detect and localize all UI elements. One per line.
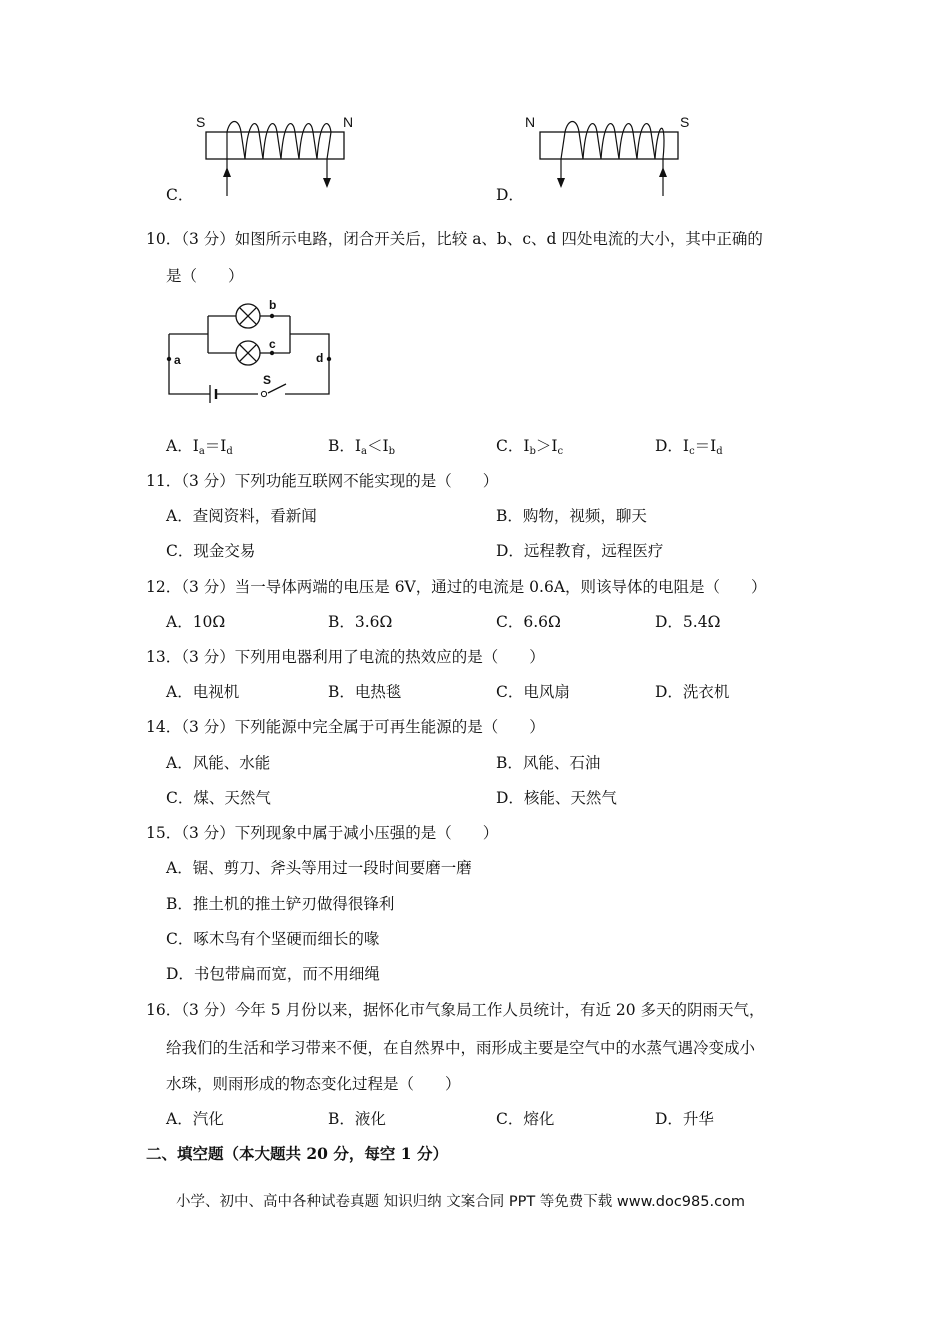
coil-diagram-c: [190, 112, 360, 202]
q11-option-c[interactable]: C．现金交易: [166, 542, 256, 560]
q10-stem-line1: 10．（3 分）如图所示电路，闭合开关后，比较 a、b、c、d 四处电流的大小，其中正确的: [146, 230, 763, 248]
circuit-svg: [160, 296, 340, 408]
q10-b-prefix: B．I: [328, 437, 362, 455]
section-2-heading: 二、填空题（本大题共 20 分，每空 1 分）: [146, 1144, 448, 1163]
q16-stem-line3: 水珠，则雨形成的物态变化过程是（ ）: [166, 1075, 461, 1093]
coil-c-right-pole: N: [343, 114, 354, 130]
q10-stem-line2: 是（ ）: [166, 267, 244, 285]
q10-d-op: ＝I: [694, 437, 717, 455]
q16-stem-line1: 16．（3 分）今年 5 月份以来，据怀化市气象局工作人员统计，有近 20 多天的阴雨天气，: [146, 1001, 765, 1019]
q16-option-b[interactable]: B．液化: [328, 1110, 386, 1128]
q11-option-a[interactable]: A．查阅资料，看新闻: [166, 507, 317, 525]
q12-option-d[interactable]: D．5.4Ω: [655, 613, 721, 631]
circuit-label-d: d: [316, 351, 324, 365]
circuit-label-b: b: [269, 298, 277, 312]
q10-b-op: ＜I: [366, 437, 389, 455]
q12-stem: 12．（3 分）当一导体两端的电压是 6V，通过的电流是 0.6A，则该导体的电阻是（ ）: [146, 578, 767, 596]
q15-stem: 15．（3 分）下列现象中属于减小压强的是（ ）: [146, 824, 499, 842]
coil-c-label[interactable]: C．: [166, 186, 194, 204]
q13-option-a[interactable]: A．电视机: [166, 683, 240, 701]
q11-stem: 11．（3 分）下列功能互联网不能实现的是（ ）: [146, 472, 499, 490]
q10-option-a[interactable]: [166, 436, 233, 462]
q10-b-sub1: a: [361, 446, 367, 457]
q12-option-a[interactable]: A．10Ω: [166, 613, 226, 631]
q10-circuit-diagram: [160, 296, 340, 408]
q14-option-b[interactable]: B．风能、石油: [496, 754, 601, 772]
q10-c-sub2: c: [557, 446, 564, 457]
q12-option-c[interactable]: C．6.6Ω: [496, 613, 561, 631]
coil-d-left-pole: N: [525, 114, 536, 130]
q10-c-sub1: b: [529, 446, 536, 457]
q16-option-d[interactable]: D．升华: [655, 1110, 714, 1128]
q10-d-sub1: c: [689, 446, 695, 457]
q10-b-sub2: b: [388, 446, 396, 457]
q10-option-d[interactable]: [655, 436, 723, 462]
q10-a-op: ＝I: [204, 437, 227, 455]
q13-option-c[interactable]: C．电风扇: [496, 683, 570, 701]
circuit-label-a: a: [174, 353, 181, 367]
q11-option-d[interactable]: D．远程教育，远程医疗: [496, 542, 664, 560]
q14-option-d[interactable]: D．核能、天然气: [496, 789, 617, 807]
q10-a-sub1: a: [198, 446, 205, 457]
q14-option-c[interactable]: C．煤、天然气: [166, 789, 271, 807]
q13-option-b[interactable]: B．电热毯: [328, 683, 402, 701]
q10-d-prefix: D．I: [655, 437, 690, 455]
q10-c-op: ＞I: [535, 437, 558, 455]
q10-a-sub2: d: [226, 446, 233, 457]
q13-stem: 13．（3 分）下列用电器利用了电流的热效应的是（ ）: [146, 648, 545, 666]
circuit-label-s: S: [263, 373, 272, 387]
q15-option-c[interactable]: C．啄木鸟有个坚硬而细长的喙: [166, 930, 380, 948]
q10-d-sub2: d: [716, 446, 723, 457]
q14-stem: 14．（3 分）下列能源中完全属于可再生能源的是（ ）: [146, 718, 545, 736]
q10-a-prefix: A．I: [166, 437, 199, 455]
q15-option-b[interactable]: B．推土机的推土铲刃做得很锋利: [166, 895, 395, 913]
q16-option-a[interactable]: A．汽化: [166, 1110, 224, 1128]
q14-option-a[interactable]: A．风能、水能: [166, 754, 271, 772]
coil-d-label[interactable]: D．: [496, 186, 524, 204]
q11-option-b[interactable]: B．购物，视频，聊天: [496, 507, 647, 525]
coil-d-svg: [522, 112, 697, 202]
page-footer: 小学、初中、高中各种试卷真题 知识归纳 文案合同 PPT 等免费下载 www.doc985.com: [176, 1194, 746, 1210]
coil-diagram-d: [522, 112, 697, 202]
q10-c-prefix: C．I: [496, 437, 530, 455]
q13-option-d[interactable]: D．洗衣机: [655, 683, 730, 701]
coil-d-right-pole: S: [680, 114, 690, 130]
q10-option-c[interactable]: [496, 436, 563, 462]
circuit-label-c: c: [269, 337, 276, 351]
q16-option-c[interactable]: C．熔化: [496, 1110, 555, 1128]
coil-c-left-pole: S: [196, 114, 206, 130]
q15-option-a[interactable]: A．锯、剪刀、斧头等用过一段时间要磨一磨: [166, 859, 472, 877]
q15-option-d[interactable]: D．书包带扁而宽，而不用细绳: [166, 965, 380, 983]
coil-c-svg: [190, 112, 360, 202]
q12-option-b[interactable]: B．3.6Ω: [328, 613, 393, 631]
q16-stem-line2: 给我们的生活和学习带来不便，在自然界中，雨形成主要是空气中的水蒸气遇冷变成小: [166, 1039, 756, 1057]
q10-option-b[interactable]: [328, 436, 395, 462]
